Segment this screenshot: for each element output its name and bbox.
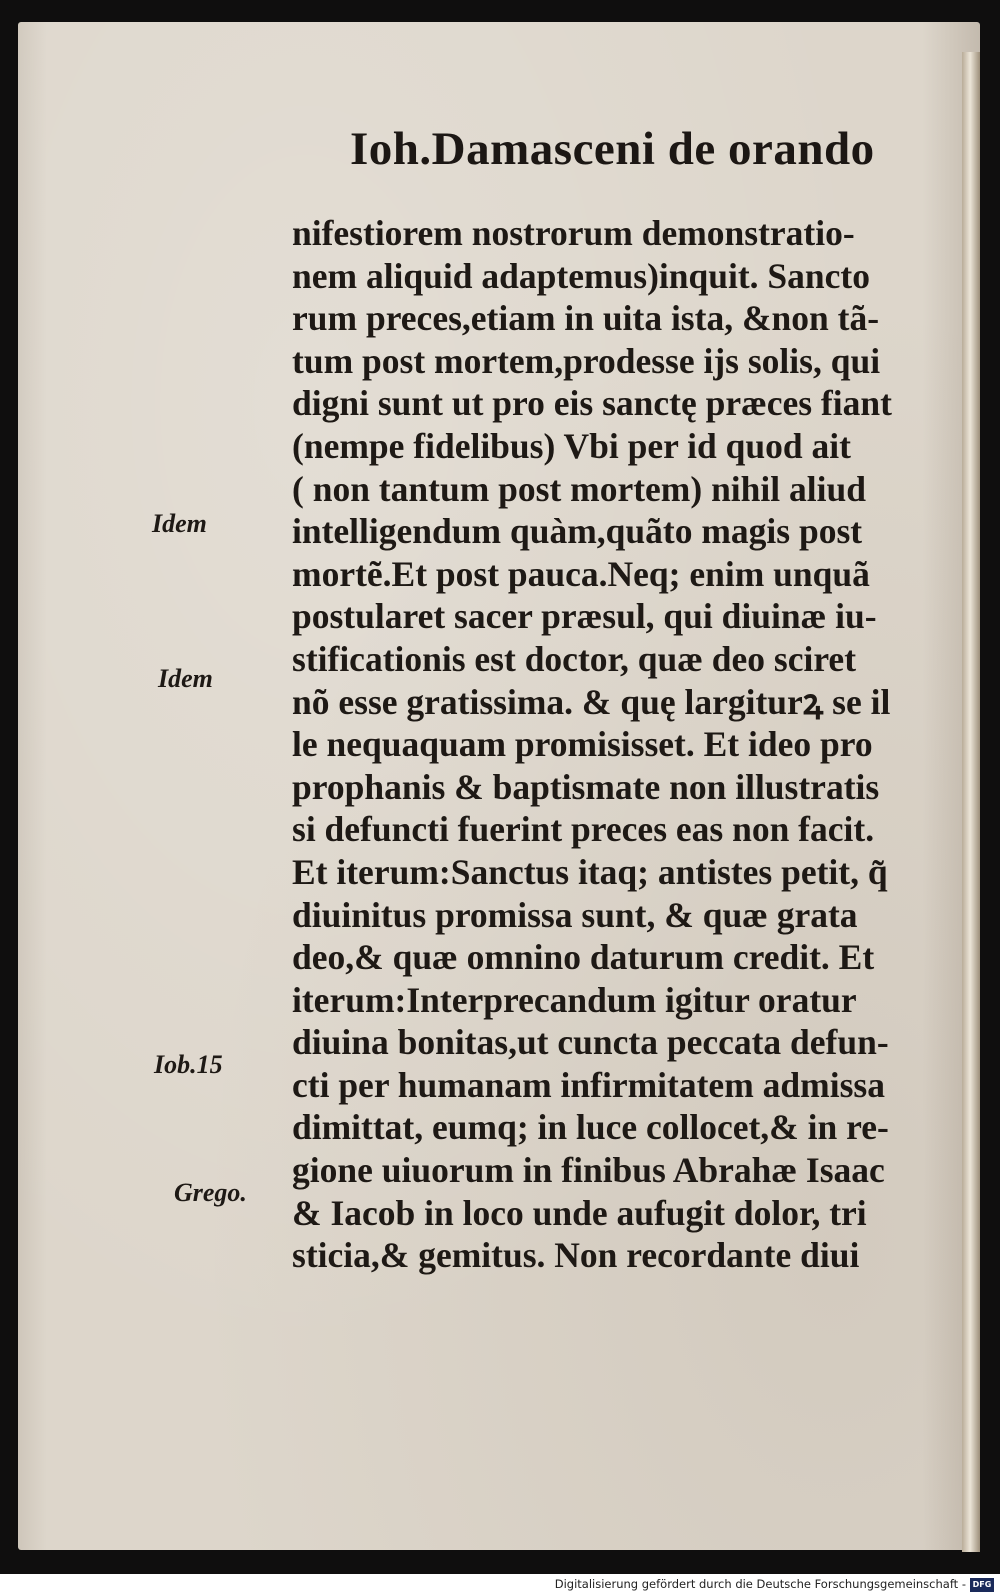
- running-head: Ioh.Damasceni de orando: [350, 123, 875, 175]
- text-line: mortẽ.Et post pauca.Neq; enim unquã: [292, 553, 870, 594]
- text-line: ( non tantum post mortem) nihil aliud: [292, 468, 866, 509]
- text-line: diuinitus promissa sunt, & quӕ grata: [292, 894, 858, 935]
- text-line: deo,& quӕ omnino daturum credit. Et: [292, 937, 875, 978]
- dfg-logo: DFG: [970, 1578, 994, 1592]
- text-line: diuina bonitas,ut cuncta peccata defun-: [292, 1022, 889, 1063]
- body-text: [292, 212, 942, 1277]
- text-line: digni sunt ut pro eis sanctę prӕces fiant: [292, 383, 892, 424]
- text-line: si defuncti fuerint preces eas non facit.: [292, 809, 875, 850]
- text-line: & Iacob in loco unde aufugit dolor, tri: [292, 1192, 867, 1233]
- text-line: stificationis est doctor, quӕ deo sciret: [292, 638, 857, 679]
- text-line: sticia,& gemitus. Non recordante diui: [292, 1235, 860, 1276]
- text-line: Et iterum:Sanctus itaq; antistes petit, q̃: [292, 851, 888, 892]
- margin-note-idem-1: Idem: [152, 509, 207, 538]
- text-line: rum preces,etiam in uita ista, &non tã-: [292, 298, 880, 339]
- text-line: iterum:Interprecandum igitur oratur: [292, 979, 857, 1020]
- digitization-credit: Digitalisierung gefördert durch die Deutsche Forschungsgemeinschaft -: [554, 1577, 966, 1591]
- margin-note-idem-2: Idem: [158, 664, 213, 693]
- text-line: intelligendum quàm,quãto magis post: [292, 511, 863, 552]
- page-edge: [962, 52, 980, 1552]
- text-line: (nempe fidelibus) Vbi per id quod ait: [292, 425, 851, 466]
- text-line: tum post mortem,prodesse ijs solis, qui: [292, 340, 881, 381]
- text-line: nem aliquid adaptemus)inquit. Sancto: [292, 255, 871, 296]
- text-line: nõ esse gratissima. & quę largiturꝝ se il: [292, 681, 891, 722]
- text-line: cti per humanam infirmitatem admissa: [292, 1064, 885, 1105]
- margin-note-grego: Grego.: [174, 1178, 247, 1207]
- text-line: nifestiorem nostrorum demonstratio-: [292, 213, 855, 253]
- text-line: postularet sacer prӕsul, qui diuinӕ iu-: [292, 596, 877, 637]
- text-line: dimittat, eumq; in luce collocet,& in re-: [292, 1107, 889, 1148]
- text-line: prophanis & baptismate non illustratis: [292, 766, 880, 807]
- text-line: gione uiuorum in finibus Abrahӕ Isaac: [292, 1150, 885, 1191]
- margin-note-iob: Iob.15: [154, 1050, 223, 1079]
- text-line: le nequaquam promisisset. Et ideo pro: [292, 724, 873, 765]
